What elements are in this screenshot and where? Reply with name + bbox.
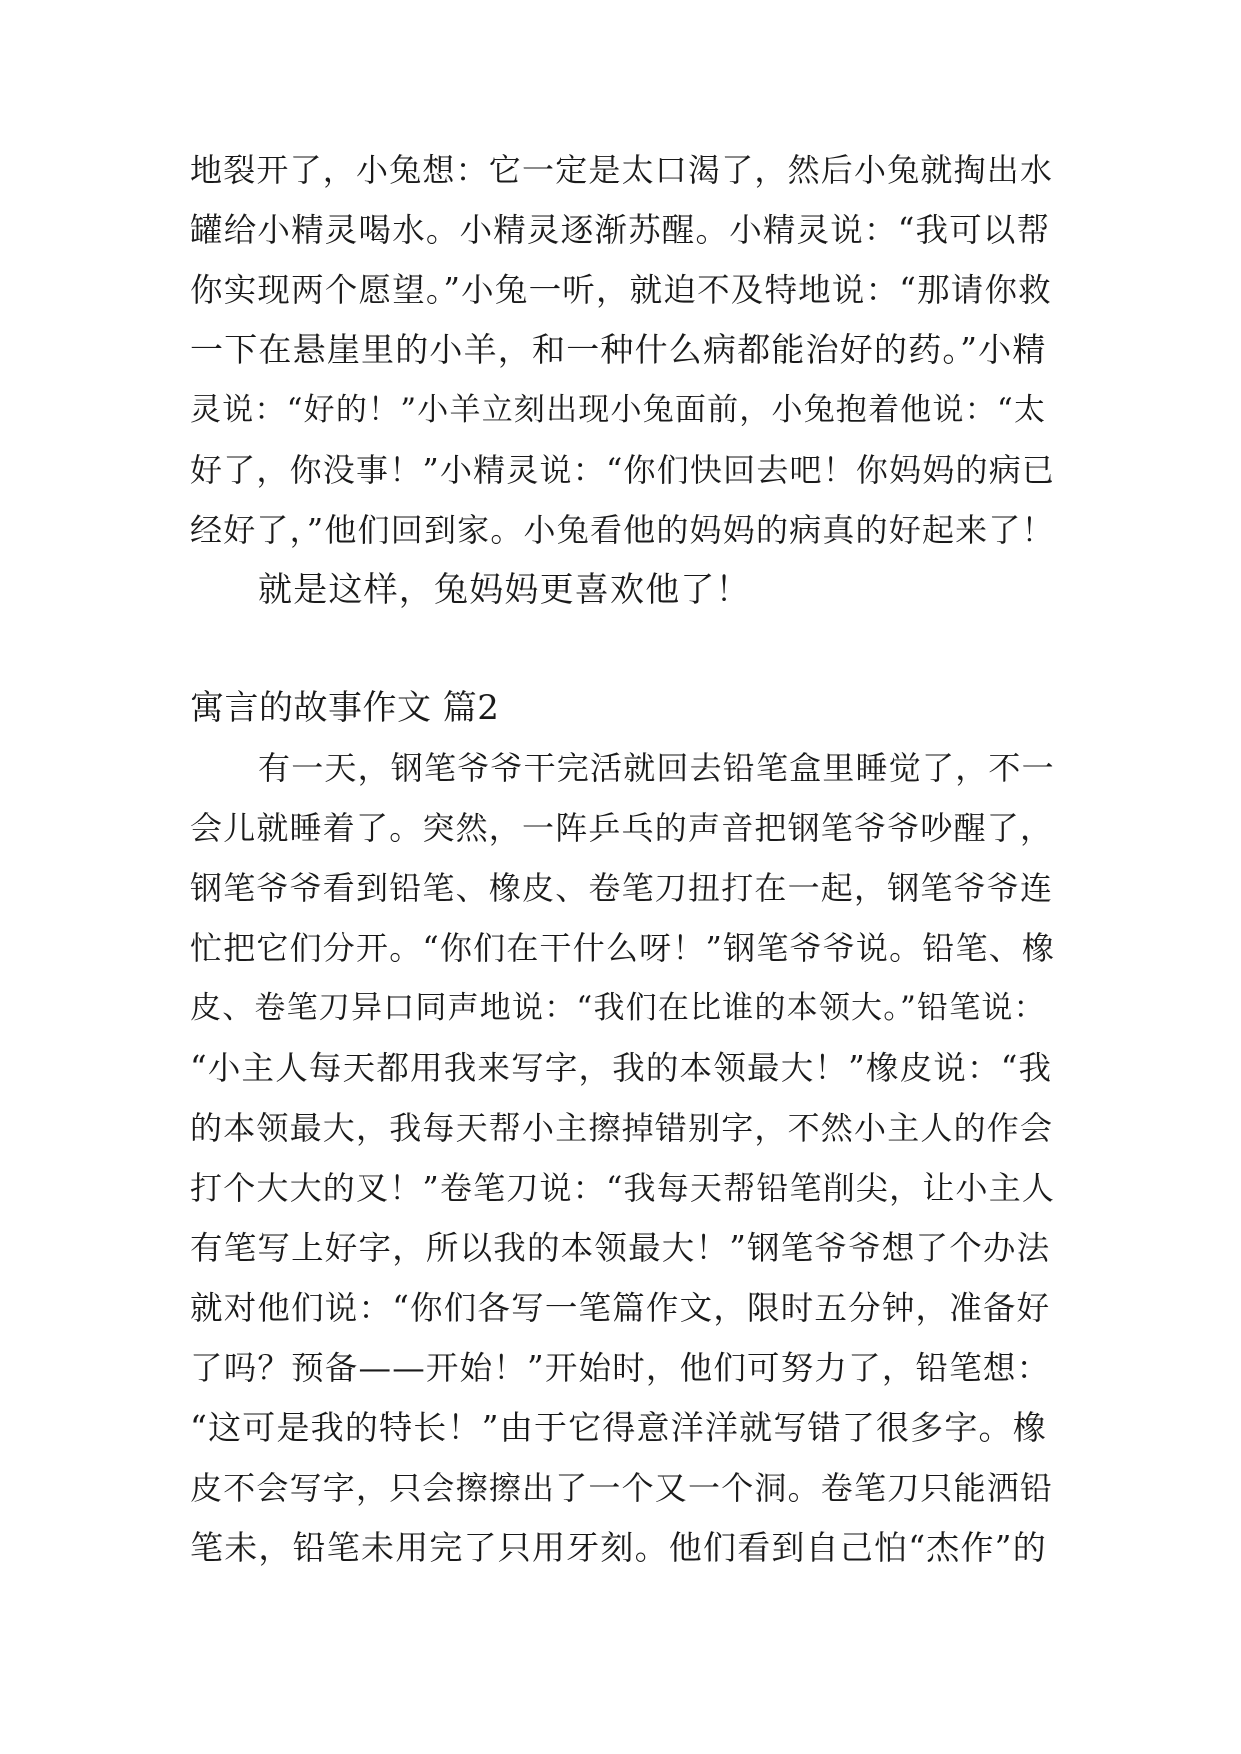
section-heading: 寓言的故事作文 篇2: [190, 688, 500, 728]
story2-line-6: “小主人每天都用我来写字，我的本领最大！”橡皮说：“我: [190, 1049, 1053, 1087]
story1-line-1: 地裂开了，小兔想：它一定是太口渴了，然后小兔就掏出水: [190, 151, 1054, 189]
story2-line-1: 有一天，钢笔爷爷干完活就回去铅笔盒里睡觉了，不一: [258, 749, 1055, 787]
story2-line-13: 皮不会写字，只会擦擦出了一个又一个洞。卷笔刀只能洒铅: [190, 1469, 1054, 1507]
story2-line-12: “这可是我的特长！”由于它得意洋洋就写错了很多字。橡: [190, 1408, 1047, 1447]
story2-line-9: 有笔写上好字，所以我的本领最大！”钢笔爷爷想了个办法: [190, 1229, 1051, 1267]
story2-line-10: 就对他们说：“你们各写一笔篇作文，限时五分钟，准备好: [190, 1289, 1051, 1327]
story1-line-3: 你实现两个愿望。”小兔一听，就迫不及特地说：“那请你救: [190, 271, 1052, 309]
story1-line-2: 罐给小精灵喝水。小精灵逐渐苏醒。小精灵说：“我可以帮: [190, 211, 1051, 249]
story1-line-5: 灵说：“好的！”小羊立刻出现小兔面前，小兔抱着他说：“太: [190, 392, 1047, 428]
story1-line-7: 经好了，”他们回到家。小兔看他的妈妈的病真的好起来了！: [190, 511, 1055, 549]
story2-line-8: 打个大大的叉！”卷笔刀说：“我每天帮铅笔削尖，让小主人: [190, 1169, 1056, 1207]
story1-closing-paragraph: 就是这样，兔妈妈更喜欢他了！: [258, 570, 751, 610]
story2-line-2: 会儿就睡着了。突然，一阵乒乓的声音把钢笔爷爷吵醒了，: [190, 809, 1054, 847]
story2-line-7: 的本领最大，我每天帮小主擦掉错别字，不然小主人的作会: [190, 1109, 1054, 1147]
story1-line-6: 好了，你没事！”小精灵说：“你们快回去吧！你妈妈的病已: [190, 451, 1056, 489]
story2-line-4: 忙把它们分开。“你们在干什么呀！”钢笔爷爷说。铅笔、橡: [190, 929, 1056, 967]
story2-line-14: 笔未，铅笔未用完了只用牙刻。他们看到自己怕“杰作”的: [190, 1528, 1047, 1567]
story1-line-4: 一下在悬崖里的小羊，和一种什么病都能治好的药。”小精: [190, 330, 1047, 369]
story2-line-3: 钢笔爷爷看到铅笔、橡皮、卷笔刀扭打在一起，钢笔爷爷连: [190, 869, 1054, 907]
story2-line-5: 皮、卷笔刀异口同声地说：“我们在比谁的本领大。”铅笔说：: [190, 990, 1046, 1026]
story2-line-11: 了吗？预备——开始！”开始时，他们可努力了，铅笔想：: [190, 1349, 1051, 1387]
